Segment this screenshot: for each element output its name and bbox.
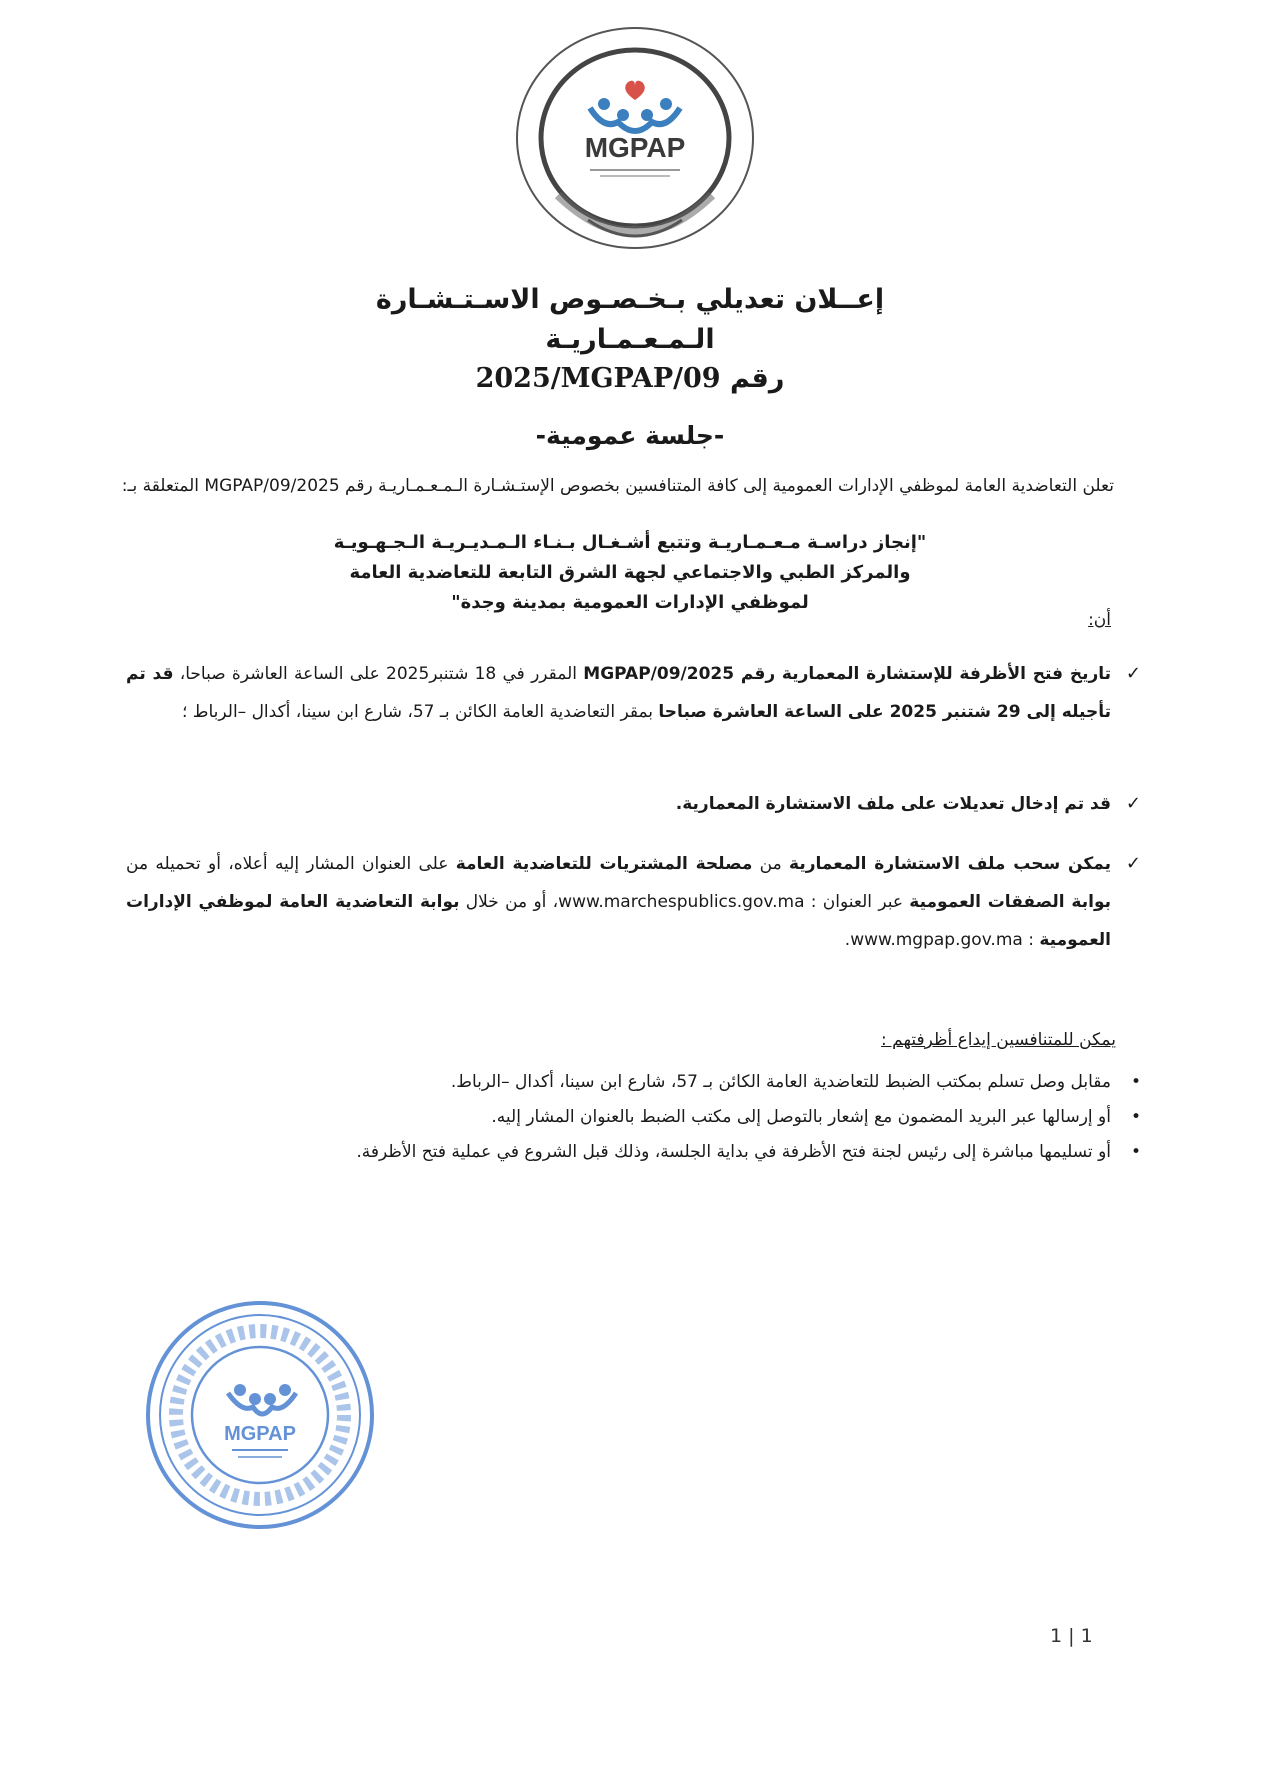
check-bold: بوابة الصفقات العمومية — [909, 892, 1111, 912]
section-label-an: أن: — [1088, 610, 1111, 630]
title-session: -جلسة عمومية- — [535, 421, 725, 450]
check-text: : www.mgpap.gov.ma. — [844, 930, 1040, 950]
official-stamp — [140, 1295, 380, 1535]
subject-line: "إنجاز دراسـة مـعـمـاريـة وتتبع أشـغـال بـنـاء الـمـديـريـة الـجـهـويـة — [333, 532, 927, 553]
check-text: عبر العنوان : www.marchespublics.gov.ma، أو من خلال — [459, 892, 910, 912]
title-ref-prefix: رقم — [729, 363, 785, 394]
check-item-opening-date — [126, 655, 1141, 731]
bullet-icon: • — [1130, 1107, 1141, 1127]
check-text: بمقر التعاضدية العامة الكائن بـ 57، شارع ابن سينا، أكدال –الرباط ؛ — [181, 702, 659, 722]
check-text: من — [752, 854, 790, 874]
title-main: إعــلان تعديلي بـخـصـوص الاسـتـشـارة الـمـعـمـاريـة — [375, 284, 885, 355]
check-bold: قد تم إدخال تعديلات على ملف الاستشارة المعمارية. — [675, 794, 1111, 814]
check-bold: قد تم تأجيله إلى 29 شتنبر 2025 على الساعة العاشرة صباحا — [126, 664, 1111, 722]
check-bold: مصلحة المشتريات للتعاضدية العامة — [455, 854, 753, 874]
intro-paragraph: تعلن التعاضدية العامة لموظفي الإدارات العمومية إلى كافة المتنافسين بخصوص الإستـشـارة الـمـعـمـاريـة رقم 2025/MGPAP/09 المتعلقة بـ: — [121, 476, 1114, 496]
logo-name: MGPAP — [584, 132, 686, 163]
check-mark-icon: ✓ — [1125, 663, 1141, 684]
list-item-text: مقابل وصل تسلم بمكتب الضبط للتعاضدية العامة الكائن بـ 57، شارع ابن سينا، أكدال –الرباط. — [450, 1072, 1111, 1092]
check-bold: يمكن سحب ملف الاستشارة المعمارية — [789, 854, 1112, 874]
check-bold: بوابة التعاضدية العامة لموظفي الإدارات العمومية — [126, 892, 1111, 950]
title-ref-number: 2025/MGPAP/09 — [475, 363, 721, 394]
bullet-icon: • — [1130, 1142, 1141, 1162]
bullet-icon: • — [1130, 1072, 1141, 1092]
list-item — [211, 1100, 1141, 1135]
stamp-name: MGPAP — [224, 1423, 296, 1445]
check-item-file-withdrawal — [126, 845, 1141, 959]
subject-line: لموظفي الإدارات العمومية بمدينة وجدة" — [451, 592, 809, 613]
check-bold: تاريخ فتح الأظرفة للإستشارة المعمارية رقم 2025/MGPAP/09 — [583, 664, 1112, 684]
announcement-title — [330, 280, 930, 456]
title-reference — [330, 360, 930, 398]
check-text: المقرر في 18 شتنبر2025 على الساعة العاشرة صباحا، — [173, 664, 584, 684]
mgpap-logo — [500, 20, 770, 270]
check-text: على العنوان المشار إليه أعلاه، أو تحميله من — [126, 854, 456, 874]
check-mark-icon: ✓ — [1125, 793, 1141, 814]
list-item — [211, 1135, 1141, 1170]
check-mark-icon: ✓ — [1125, 853, 1141, 874]
section-label-deposit: يمكن للمتنافسين إيداع أظرفتهم : — [881, 1030, 1116, 1050]
deposit-methods-list — [211, 1065, 1141, 1170]
list-item-text: أو إرسالها عبر البريد المضمون مع إشعار بالتوصل إلى مكتب الضبط بالعنوان المشار إليه. — [491, 1107, 1111, 1127]
list-item — [211, 1065, 1141, 1100]
page-number: 1 | 1 — [1050, 1625, 1093, 1647]
project-subject — [300, 528, 960, 618]
subject-line: والمركز الطبي والاجتماعي لجهة الشرق التابعة للتعاضدية العامة — [349, 562, 911, 583]
check-item-modifications — [126, 785, 1141, 823]
list-item-text: أو تسليمها مباشرة إلى رئيس لجنة فتح الأظرفة في بداية الجلسة، وذلك قبل الشروع في عملية فتح الأظرفة. — [356, 1142, 1111, 1162]
